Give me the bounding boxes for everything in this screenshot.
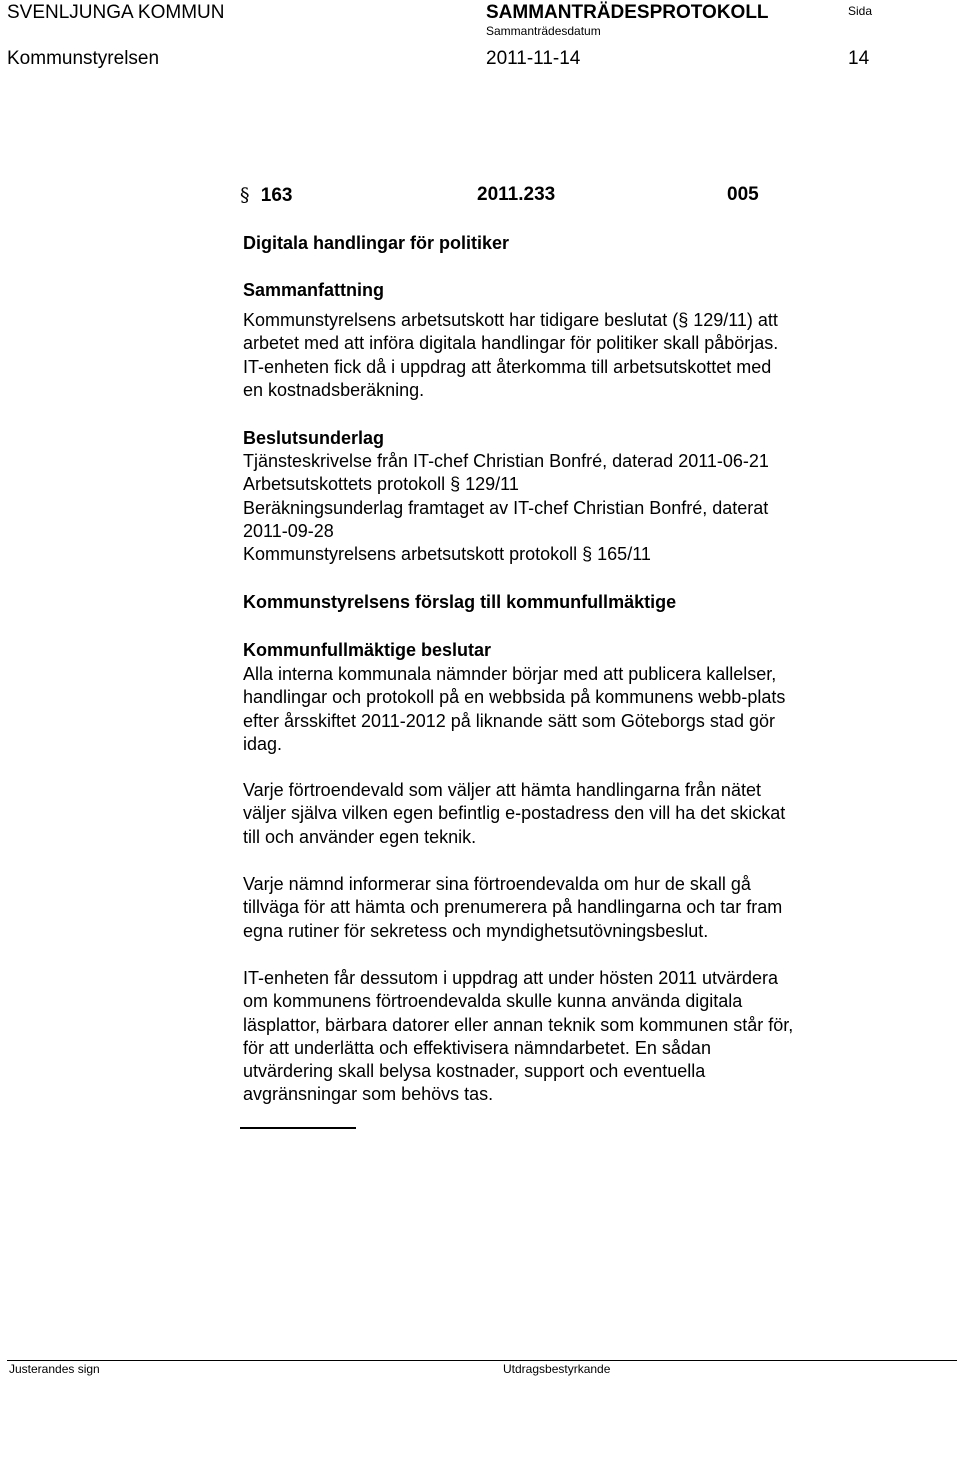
decision-line: Varje nämnd informerar sina förtroendevalda om hur de skall gå (243, 874, 751, 894)
summary-text (243, 309, 923, 402)
decision-paragraph (243, 967, 923, 1107)
decision-line: avgränsningar som behövs tas. (243, 1084, 494, 1105)
decision-paragraph (243, 873, 923, 943)
decision-line: egna rutiner för sekretess och myndighetsutövningsbeslut. (243, 920, 709, 941)
decision-line: IT-enheten får dessutom i uppdrag att under hösten 2011 utvärdera (243, 968, 779, 988)
decision-line: läsplattor, bärbara datorer eller annan teknik som kommunen står för, (243, 1014, 794, 1035)
case-number: 2011.233 (477, 184, 556, 205)
item-title: Digitala handlingar för politiker (243, 233, 510, 253)
summary-line: en kostnadsberäkning. (243, 379, 425, 400)
decision-line: utvärdering skall belysa kostnader, support och eventuella (243, 1061, 706, 1082)
decision-paragraph (243, 779, 923, 849)
decision-paragraph (243, 663, 923, 756)
body-name: Kommunstyrelsen (7, 48, 160, 69)
basis-item: 2011-09-28 (243, 520, 334, 541)
basis-item: Kommunstyrelsens arbetsutskott protokoll § 165/11 (243, 544, 651, 565)
summary-line: IT-enheten fick då i uppdrag att återkomma till arbetsutskottet med (243, 356, 772, 377)
basis-item: Tjänsteskrivelse från IT-chef Christian Bonfré, daterad 2011-06-21 (243, 451, 769, 471)
end-rule (240, 1127, 356, 1129)
decision-line: för att underlätta och effektivisera nämndarbetet. En sådan (243, 1037, 711, 1058)
decision-line: idag. (243, 733, 283, 754)
footer-divider (7, 1360, 957, 1361)
proposal-heading: Kommunstyrelsens förslag till kommunfullmäktige (243, 592, 677, 612)
date-label: Sammanträdesdatum (486, 24, 601, 38)
page-number: 14 (848, 48, 870, 69)
decision-line: till och använder egen teknik. (243, 826, 477, 847)
basis-item: Arbetsutskottets protokoll § 129/11 (243, 474, 519, 495)
item-code: 005 (727, 184, 759, 205)
page-label: Sida (848, 4, 873, 18)
decision-line: om kommunens förtroendevalda skulle kunna använda digitala (243, 991, 743, 1012)
decision-line: Varje förtroendevald som väljer att hämta handlingarna från nätet (243, 780, 761, 800)
summary-line: arbetet med att införa digitala handlingar för politiker skall påbörjas. (243, 333, 779, 354)
basis-heading: Beslutsunderlag (243, 428, 385, 448)
meeting-date: 2011-11-14 (486, 48, 581, 69)
decision-line: väljer själva vilken egen befintlig e-postadress den vill ha det skickat (243, 803, 786, 824)
decision-line: Alla interna kommunala nämnder börjar med att publicera kallelser, (243, 664, 777, 684)
basis-item: Beräkningsunderlag framtaget av IT-chef Christian Bonfré, daterat (243, 497, 769, 518)
org-name: SVENLJUNGA KOMMUN (7, 2, 225, 23)
basis-list (243, 450, 923, 566)
decision-line: tillväga för att hämta och prenumerera på handlingarna och tar fram (243, 897, 783, 918)
section-symbol: § (240, 184, 250, 206)
document-type: SAMMANTRÄDESPROTOKOLL (486, 2, 769, 23)
item-number: 163 (260, 185, 293, 206)
item-line (240, 184, 292, 207)
decision-line: efter årsskiftet 2011-2012 på liknande sätt som Göteborgs stad gör (243, 710, 775, 731)
decision-line: handlingar och protokoll på en webbsida på kommunens webb-plats (243, 687, 786, 708)
certification-label: Utdragsbestyrkande (503, 1362, 611, 1376)
signature-label: Justerandes sign (9, 1362, 100, 1376)
decision-heading: Kommunfullmäktige beslutar (243, 640, 492, 660)
summary-line: Kommunstyrelsens arbetsutskott har tidigare beslutat (§ 129/11) att (243, 310, 778, 330)
summary-heading: Sammanfattning (243, 280, 385, 300)
